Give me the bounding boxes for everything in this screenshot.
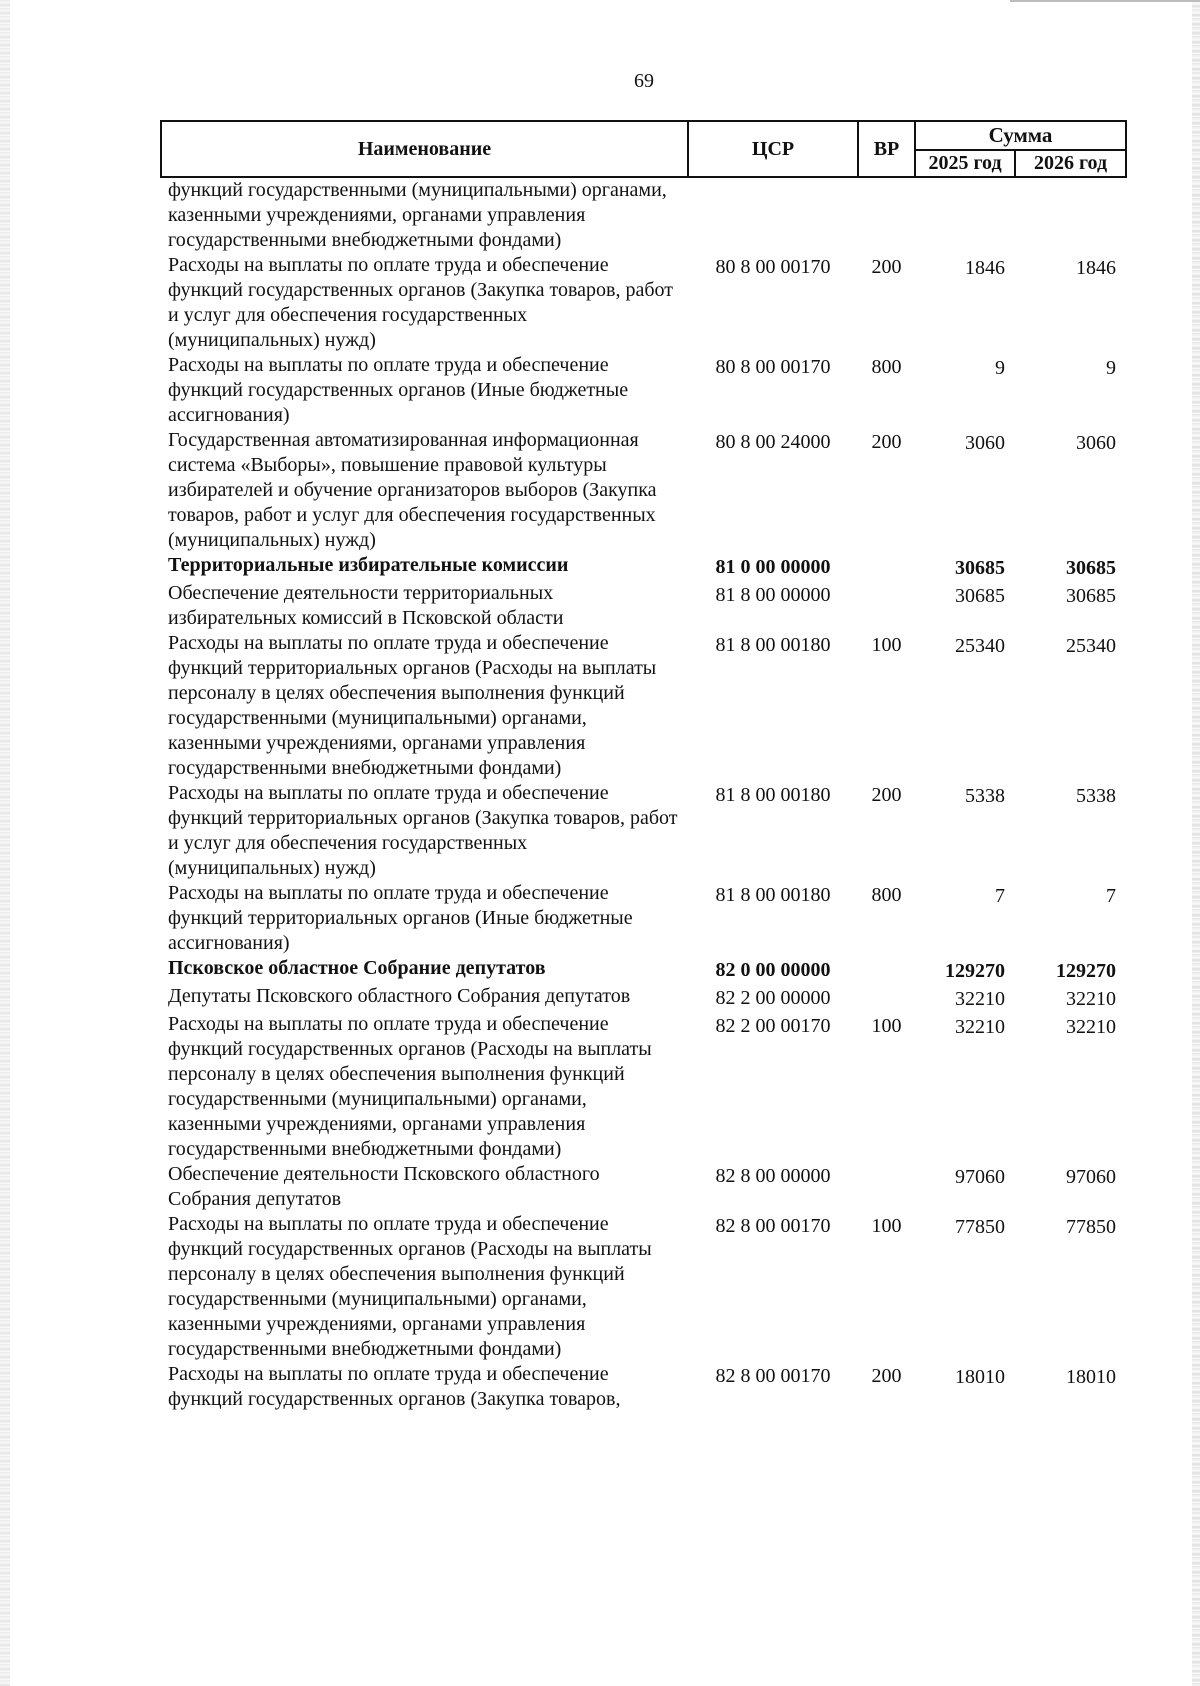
row-amount-2025: 32210 bbox=[955, 988, 1005, 1010]
row-name: функций государственными (муниципальными) органами, казенными учреждениями, органами управления государственными внебюджетными фондами) bbox=[168, 179, 667, 251]
table-row bbox=[161, 353, 1126, 428]
row-csr-code: 82 2 00 00000 bbox=[715, 987, 831, 1009]
table-row bbox=[161, 253, 1126, 353]
table-body bbox=[161, 177, 1126, 1412]
row-vr-code: 100 bbox=[871, 634, 902, 656]
row-name: Расходы на выплаты по оплате труда и обеспечение функций государственных органов (Иные бюджетные ассигнования) bbox=[168, 354, 629, 426]
row-name: Расходы на выплаты по оплате труда и обеспечение функций территориальных органов (Закупка товаров, работ и услуг для обеспечения государственных (муниципальных) нужд) bbox=[168, 782, 678, 879]
row-amount-2026: 25340 bbox=[1066, 635, 1116, 657]
row-csr-code: 80 8 00 24000 bbox=[715, 431, 831, 453]
row-name: Обеспечение деятельности территориальных избирательных комиссий в Псковской области bbox=[168, 582, 564, 629]
table-row bbox=[161, 1362, 1126, 1412]
scan-edge-right bbox=[1192, 0, 1200, 1686]
row-csr-code: 80 8 00 00170 bbox=[715, 256, 831, 278]
table-row bbox=[161, 631, 1126, 781]
row-name: Расходы на выплаты по оплате труда и обеспечение функций государственных органов (Расходы на выплаты персоналу в целях обеспечения выполнения функций государственными (муниципальными) органами, казенными учреждениями, органами управления государственными внебюджетными фондами) bbox=[168, 1013, 652, 1160]
row-amount-2026: 32210 bbox=[1066, 988, 1116, 1010]
row-vr-code: 200 bbox=[871, 1365, 902, 1387]
row-csr-code: 82 8 00 00000 bbox=[715, 1165, 831, 1187]
row-vr-code: 100 bbox=[871, 1015, 902, 1037]
row-amount-2026: 3060 bbox=[1076, 432, 1116, 454]
row-csr-code: 81 8 00 00180 bbox=[715, 884, 831, 906]
table-row bbox=[161, 1012, 1126, 1162]
row-amount-2026: 30685 bbox=[1066, 557, 1116, 579]
row-csr-code: 82 8 00 00170 bbox=[715, 1215, 831, 1237]
row-amount-2025 bbox=[915, 177, 1015, 253]
row-name: Расходы на выплаты по оплате труда и обеспечение функций государственных органов (Закупка товаров, работ и услуг для обеспечения государственных (муниципальных) нужд) bbox=[168, 254, 673, 351]
header-year-2025: 2025 год bbox=[915, 150, 1015, 177]
row-name: Псковское областное Собрание депутатов bbox=[168, 957, 546, 979]
header-csr: ЦСР bbox=[688, 121, 858, 177]
page-number: 69 bbox=[634, 70, 654, 92]
row-amount-2026: 32210 bbox=[1066, 1016, 1116, 1038]
row-vr-code bbox=[858, 581, 915, 631]
row-vr-code bbox=[858, 984, 915, 1012]
header-vr: ВР bbox=[858, 121, 915, 177]
row-csr-code: 81 8 00 00180 bbox=[715, 634, 831, 656]
table-row bbox=[161, 1212, 1126, 1362]
row-amount-2025: 129270 bbox=[945, 960, 1005, 982]
table-row bbox=[161, 177, 1126, 253]
row-amount-2025: 77850 bbox=[955, 1216, 1005, 1238]
scan-edge-left bbox=[0, 0, 10, 1686]
table-row bbox=[161, 1162, 1126, 1212]
row-name: Расходы на выплаты по оплате труда и обеспечение функций территориальных органов (Иные бюджетные ассигнования) bbox=[168, 882, 633, 954]
row-name: Государственная автоматизированная информационная система «Выборы», повышение правовой культуры избирателей и обучение организаторов выборов (Закупка товаров, работ и услуг для обеспечения государственных (муниципальных) нужд) bbox=[168, 429, 657, 551]
row-amount-2025: 5338 bbox=[965, 785, 1005, 807]
row-amount-2025: 25340 bbox=[955, 635, 1005, 657]
row-name: Расходы на выплаты по оплате труда и обеспечение функций государственных органов (Расходы на выплаты персоналу в целях обеспечения выполнения функций государственными (муниципальными) органами, казенными учреждениями, органами управления государственными внебюджетными фондами) bbox=[168, 1213, 652, 1360]
row-vr-code: 200 bbox=[871, 784, 902, 806]
header-name: Наименование bbox=[161, 121, 688, 177]
row-csr-code: 80 8 00 00170 bbox=[715, 356, 831, 378]
row-amount-2025: 97060 bbox=[955, 1166, 1005, 1188]
row-csr-code: 82 0 00 00000 bbox=[715, 959, 831, 981]
table-row bbox=[161, 984, 1126, 1012]
table-row bbox=[161, 781, 1126, 881]
scan-edge-top bbox=[1010, 0, 1200, 2]
table-row bbox=[161, 581, 1126, 631]
row-vr-code: 200 bbox=[871, 431, 902, 453]
row-vr-code: 800 bbox=[871, 356, 902, 378]
row-csr-code bbox=[688, 177, 858, 253]
row-vr-code: 800 bbox=[871, 884, 902, 906]
row-name: Расходы на выплаты по оплате труда и обеспечение функций территориальных органов (Расходы на выплаты персоналу в целях обеспечения выполнения функций государственными (муниципальными) органами, казенными учреждениями, органами управления государственными внебюджетными фондами) bbox=[168, 632, 657, 779]
row-amount-2025: 9 bbox=[995, 357, 1005, 379]
table-header bbox=[161, 121, 1126, 177]
row-vr-code bbox=[858, 553, 915, 581]
row-csr-code: 82 8 00 00170 bbox=[715, 1365, 831, 1387]
row-amount-2025: 30685 bbox=[955, 585, 1005, 607]
row-amount-2025: 30685 bbox=[955, 557, 1005, 579]
row-vr-code bbox=[858, 177, 915, 253]
row-amount-2025: 32210 bbox=[955, 1016, 1005, 1038]
row-amount-2026: 129270 bbox=[1056, 960, 1116, 982]
row-vr-code: 100 bbox=[871, 1215, 902, 1237]
table-row bbox=[161, 881, 1126, 956]
table-row bbox=[161, 956, 1126, 984]
row-csr-code: 82 2 00 00170 bbox=[715, 1015, 831, 1037]
row-amount-2026: 18010 bbox=[1066, 1366, 1116, 1388]
row-amount-2025: 3060 bbox=[965, 432, 1005, 454]
row-amount-2026: 30685 bbox=[1066, 585, 1116, 607]
row-csr-code: 81 0 00 00000 bbox=[715, 556, 831, 578]
row-amount-2026: 9 bbox=[1106, 357, 1116, 379]
header-year-2026: 2026 год bbox=[1015, 150, 1126, 177]
row-amount-2026: 1846 bbox=[1076, 257, 1116, 279]
row-amount-2025: 18010 bbox=[955, 1366, 1005, 1388]
row-amount-2025: 7 bbox=[995, 885, 1005, 907]
row-vr-code: 200 bbox=[871, 256, 902, 278]
row-vr-code bbox=[858, 956, 915, 984]
row-vr-code bbox=[858, 1162, 915, 1212]
row-name: Территориальные избирательные комиссии bbox=[168, 554, 569, 576]
header-sum: Сумма bbox=[915, 121, 1126, 150]
row-amount-2026: 97060 bbox=[1066, 1166, 1116, 1188]
row-amount-2025: 1846 bbox=[965, 257, 1005, 279]
table-row bbox=[161, 553, 1126, 581]
row-amount-2026 bbox=[1015, 177, 1126, 253]
row-csr-code: 81 8 00 00180 bbox=[715, 784, 831, 806]
row-name: Обеспечение деятельности Псковского областного Собрания депутатов bbox=[168, 1163, 600, 1210]
row-name: Расходы на выплаты по оплате труда и обеспечение функций государственных органов (Закупка товаров, bbox=[168, 1363, 621, 1410]
row-amount-2026: 7 bbox=[1106, 885, 1116, 907]
budget-table bbox=[160, 120, 1127, 1412]
row-amount-2026: 77850 bbox=[1066, 1216, 1116, 1238]
table-row bbox=[161, 428, 1126, 553]
row-csr-code: 81 8 00 00000 bbox=[715, 584, 831, 606]
row-name: Депутаты Псковского областного Собрания депутатов bbox=[168, 985, 631, 1007]
row-amount-2026: 5338 bbox=[1076, 785, 1116, 807]
